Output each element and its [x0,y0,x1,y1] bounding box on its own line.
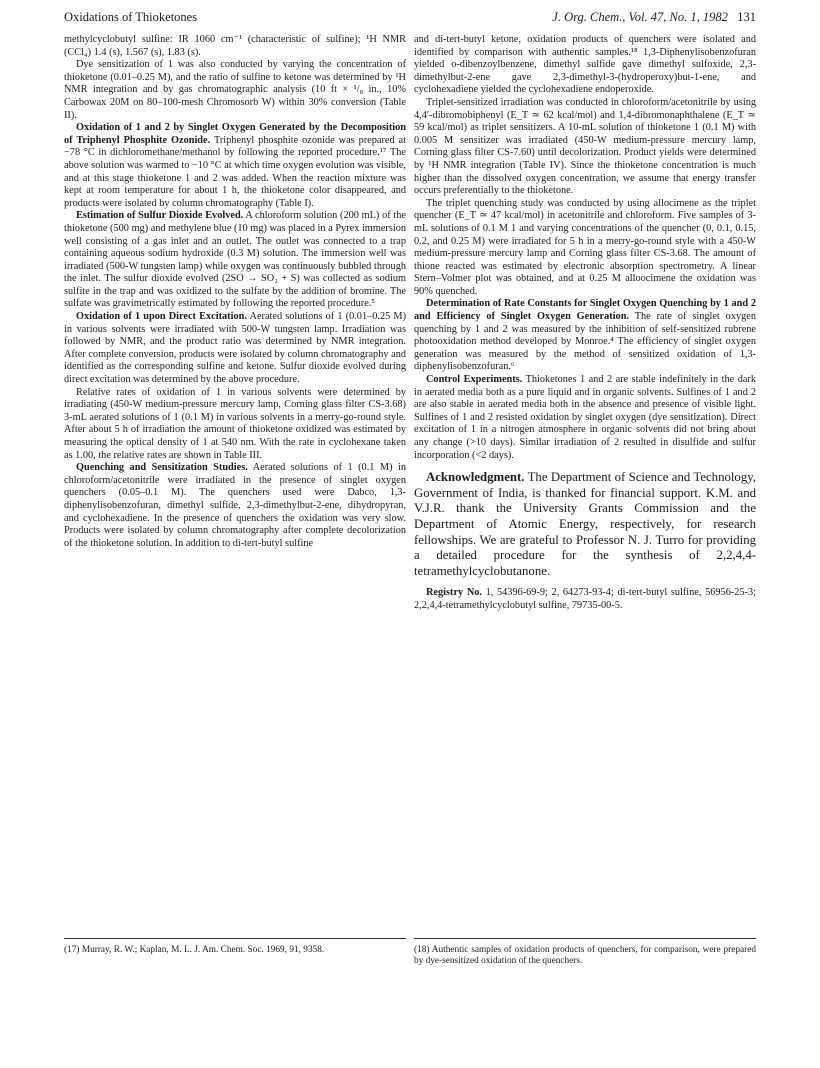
section-heading: Oxidation of 1 and 2 by Singlet Oxygen Generated by the Decomposition of Triphenyl Phosphite Ozonide. [64,122,406,146]
paragraph-text: Triplet-sensitized irradiation was conducted in chloroform/acetonitrile by using 4,4′-dibromobiphenyl (E_T ≃ 62 kcal/mol) and 1,4-dibromonaphthalene (E_T ≃ 59 kcal/mol) as triplet sensitizers. A 10-mL solution of thioketone 1 (0.1 M) with 0.005 M sensitizer was irradiated (450-W medium-pressure mercury lamp, Corning glass filter CS-7.60) until decolorization. Product yields were determined by ¹H NMR integration (Table IV). Since the thioketone concentration is much higher than the dissolved oxygen concentration, we assume that energy transfer occurs preferentially to the thioketone. [414,96,756,197]
paragraph [64,311,406,387]
footnote-rule-left [64,938,406,939]
paragraph [64,387,406,463]
paragraph-text: A chloroform solution (200 mL) of the thioketone (500 mg) and methylene blue (10 mg) was placed in a Pyrex immersion well consisting of a gas inlet and an outlet. The outlet was connected to a trap containing aqueous sodium hydroxide (0.3 M) solution. The immersion well was irradiated (500-W tungsten lamp) while oxygen was continuously bubbled through the inlet. The sulfur dioxide evolved (2SO → SO₂ + S) was collected as sodium sulfite in the trap and was oxidized to the sulfate by the addition of bromine. The sulfate was gravimetrically estimated by following the reported procedure.⁵ [64,210,406,310]
footnote-18: (18) Authentic samples of oxidation products of quenchers, for comparison, were prepared by dye-sensitized oxidation of the quenchers. [414,945,756,967]
paragraph-text: Aerated solutions of 1 (0.1 M) in chloroform/acetonitrile were irradiated in the presence of singlet oxygen quenchers (0.05–0.1 M). The quenchers used were Dabco, 1,3-diphenylisobenzofuran, dimethyl sulfide, 2,3-dimethylbut-2-ene, dihydropyran, and cyclohexadiene. In the presence of quenchers the oxidation was very slow. Products were isolated by column chromatography after complete decolorization of the thioketone solution. In addition to di-tert-butyl sulfine [64,462,406,549]
right-column [414,34,756,613]
paragraph-text: Thioketones 1 and 2 are stable indefinitely in the dark in aerated media both as a pure liquid and in organic solvents. Sulfines of 1 and 2 are also stable in aerated media both in the absence and presence of visible light. Sulfines of 1 and 2 resisted oxidation by singlet oxygen (dye sensitization). Direct excitation of 1 in a nitrogen atmosphere in organic solvents did not bring about any change (>10 days). Similar irradiation of 2 resulted in disulfide and sulfur incorporation (<2 days). [414,374,757,461]
page-number: 131 [737,10,756,24]
registry-text: 1, 54396-69-9; 2, 64273-93-4; di-tert-butyl sulfine, 56956-25-3; 2,2,4,4-tetramethylcyclobutyl sulfine, 79735-00-5. [414,587,757,611]
paragraph-text: The rate of singlet oxygen quenching by 1 and 2 was measured by the inhibition of self-sensitized rubrene photooxidation method developed by Monroe.⁴ The efficiency of singlet oxygen generation was measured by the method of sensitized oxidation of 1,3-diphenylisobenzofuran.⁶ [414,311,756,373]
acknowledgment-heading: Acknowledgment. [426,470,525,485]
paragraph [414,198,756,299]
registry-heading: Registry No. [426,587,482,599]
paragraph [414,298,756,374]
paragraph [64,462,406,550]
left-column [64,34,406,550]
running-head-title: Oxidations of Thioketones [64,10,198,24]
paragraph-text: methylcyclobutyl sulfine: IR 1060 cm⁻¹ (characteristic of sulfine); ¹H NMR (CCl₄) 1.4 (s), 1.567 (s), 1.83 (s). [64,34,406,58]
acknowledgment [414,470,756,579]
section-heading: Estimation of Sulfur Dioxide Evolved. [76,210,244,222]
section-heading: Quenching and Sensitization Studies. [76,462,248,474]
footnote-17: (17) Murray, R. W.; Kaplan, M. L. J. Am. Chem. Soc. 1969, 91, 9358. [64,945,325,955]
paragraph [414,97,756,198]
paragraph [64,122,406,210]
paragraph [64,59,406,122]
paragraph-text: Dye sensitization of 1 was also conducted by varying the concentration of thioketone (0.01–0.25 M), and the ratio of sulfine to ketone was determined by ¹H NMR integration and by gas chromatographic analysis (10 ft × ¹/₈ in., 10% Carbowax 20M on 80–100-mesh Chromosorb W) within 30% conversion (Table II). [64,59,406,121]
footnote-rule-right [414,938,756,939]
paragraph-text: and di-tert-butyl ketone, oxidation products of quenchers were isolated and identified by comparison with authentic samples.¹⁸ 1,3-Diphenylisobenzofuran yielded o-dibenzoylbenzene, dimethyl sulfide gave dimethyl sulfoxide, 2,3-dimethylbut-2-ene gave 2,3-dimethyl-3-(hydroperoxy)but-1-ene, and cyclohexadiene yielded the cyclohexadiene endoperoxide. [414,34,756,96]
journal-citation: J. Org. Chem., Vol. 47, No. 1, 1982 [552,10,728,24]
paragraph [414,374,756,462]
paragraph-text: Aerated solutions of 1 (0.01–0.25 M) in various solvents were irradiated with 500-W tungsten lamp. Irradiation was followed by NMR, and the product ratio was determined by NMR integration. After complete conversion, products were isolated by column chromatography and identified as the corresponding sulfine and ketone. Sulfur dioxide evolved during direct excitation was determined by the above procedure. [64,311,406,386]
section-heading: Control Experiments. [426,374,523,386]
registry-numbers [414,587,756,612]
paragraph-text: Triphenyl phosphite ozonide was prepared at −78 °C in dichloromethane/methanol by following the reported procedure.¹⁷ The above solution was warmed to −10 °C at which time oxygen evolution was visible, and at this stage thioketone 1 and 2 was added. When the reaction mixture was kept at room temperature for about 1 h, the thioketone color disappeared, and products were isolated by column chromatography (Table I). [64,134,406,209]
paragraph [64,34,406,59]
paragraph-text: Relative rates of oxidation of 1 in various solvents were determined by irradiating (450-W medium-pressure mercury lamp, Corning glass filter CS-3.68) 3-mL aerated solutions of 1 (0.1 M) in various solvents in a merry-go-round style. After about 5 h of irradiation the amount of thioketone oxidized was estimated by measuring the optical density of 1 at 540 nm. With the rate in cyclohexane taken as 1.00, the relative rates are shown in Table III. [64,386,406,461]
paragraph [414,34,756,97]
paragraph [64,210,406,311]
section-heading: Determination of Rate Constants for Singlet Oxygen Quenching by 1 and 2 and Efficiency of Singlet Oxygen Generation. [414,298,756,323]
section-heading: Oxidation of 1 upon Direct Excitation. [76,311,247,323]
paragraph-text: The triplet quenching study was conducted by using allocimene as the triplet quencher (E_T ≃ 47 kcal/mol) in acetonitrile and chloroform. Five samples of 3-mL solutions of 0.1 M 1 and varying concentrations of the quencher (0, 0.1, 0.15, 0.2, and 0.25 M) were irradiated for 5 h in a merry-go-round style with a 450-W medium-pressure mercury lamp and Corning glass filter CS-3.68. The amount of thione reacted was estimated by electronic absorption spectrometry. A linear Stern–Volmer plot was obtained, and at 0.25 M alloocimene the oxidation was 90% quenched. [414,197,756,297]
acknowledgment-text: The Department of Science and Technology, Government of India, is thanked for financial support. K.M. and V.J.R. thank the University Grants Commission and the Department of Atomic Energy, respectively, for research fellowships. We are grateful to Professor N. J. Turro for providing a detailed procedure for the synthesis of 2,2,4,4-tetramethylcyclobutanone. [414,470,756,578]
running-head-journal [552,10,756,25]
